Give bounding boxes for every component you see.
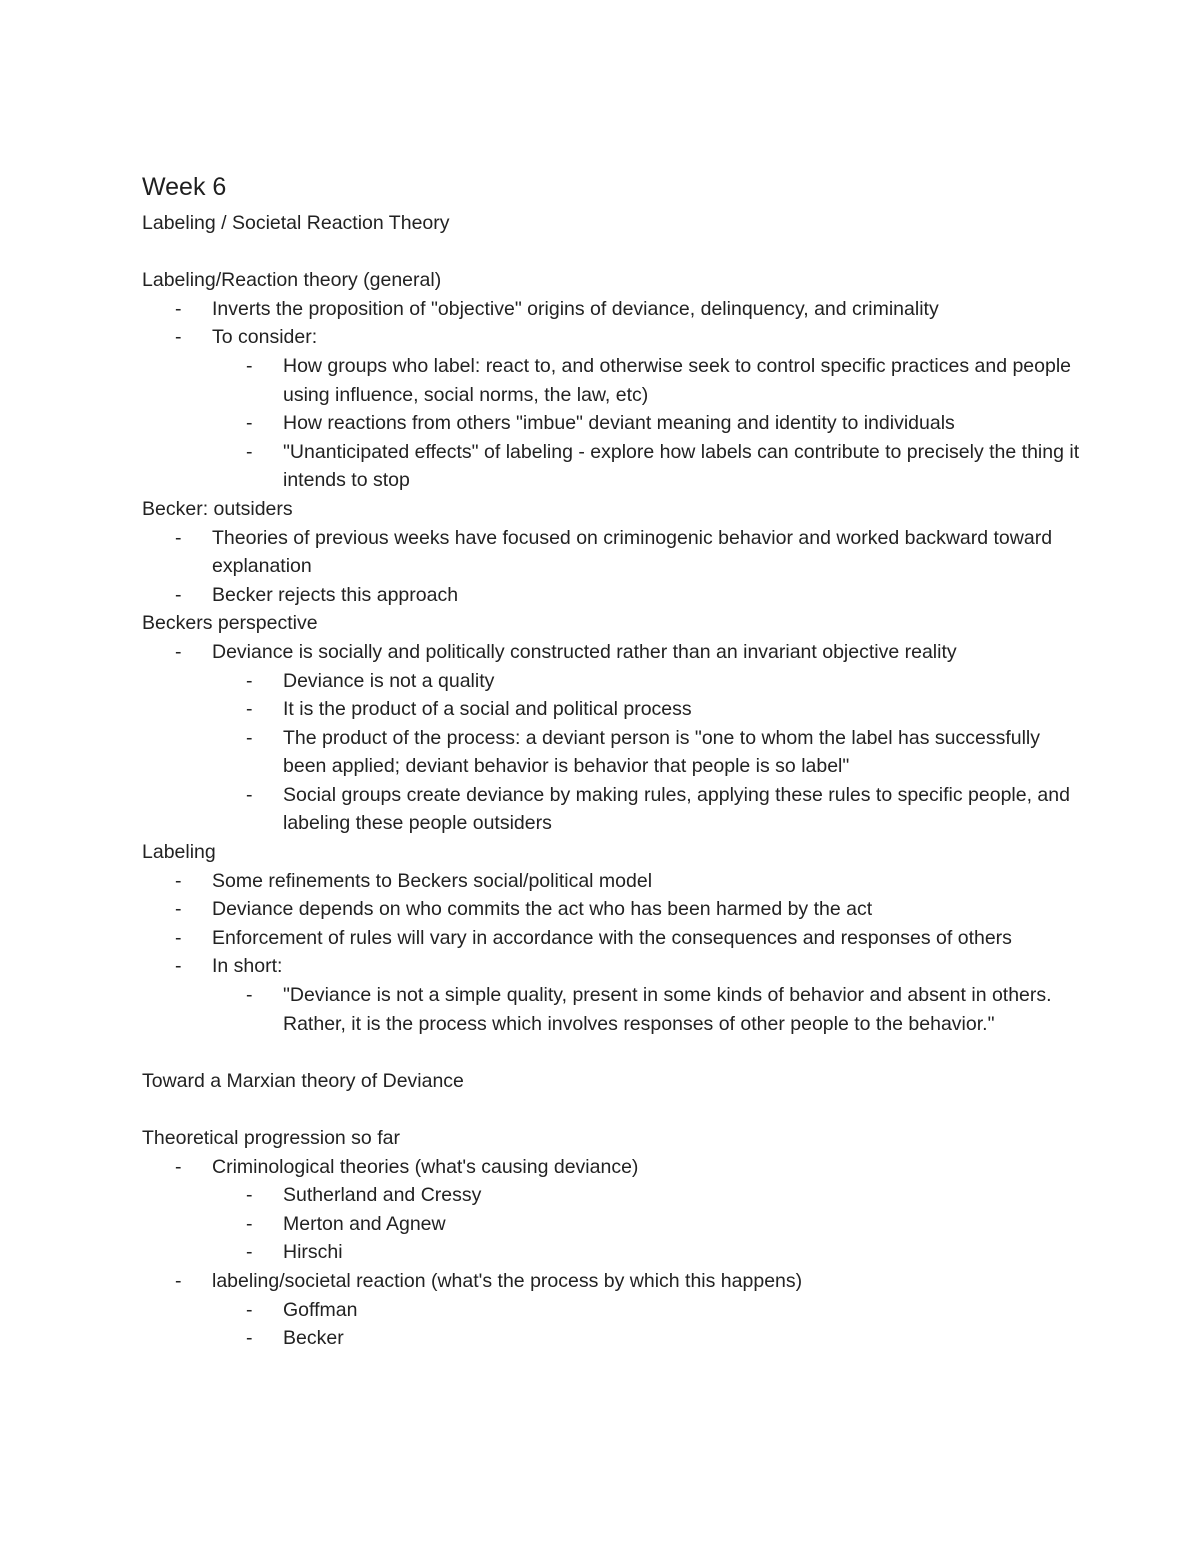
bullet-dash: - [175, 640, 182, 663]
section-heading-outsiders: Becker: outsiders [142, 497, 293, 520]
sub-list-item [142, 1181, 1082, 1210]
sub-list-item [142, 352, 1082, 409]
bullet-dash: - [246, 984, 253, 1007]
document-page [142, 168, 1082, 1353]
bullet-dash: - [246, 783, 253, 806]
bullet-dash: - [175, 583, 182, 606]
bullet-dash: - [246, 669, 253, 692]
bullet-dash: - [175, 1269, 182, 1292]
bullet-dash: - [246, 412, 253, 435]
bullet-dash: - [246, 1184, 253, 1207]
list-item-text: How groups who label: react to, and otherwise seek to control specific practices and people using influence, social norms, the law, etc) [283, 354, 1072, 406]
bullet-dash: - [246, 1241, 253, 1264]
list-item-text: Theories of previous weeks have focused on criminogenic behavior and worked backward toward explanation [212, 526, 1053, 578]
page-subtitle: Labeling / Societal Reaction Theory [142, 212, 450, 234]
list-item [142, 581, 1082, 610]
list-item-text: The product of the process: a deviant person is "one to whom the label has successfully been applied; deviant behavior is behavior that people is so label" [283, 726, 1041, 778]
sub-list-item [142, 1324, 1082, 1353]
bullet-dash: - [175, 898, 182, 921]
section-heading-marxian: Toward a Marxian theory of Deviance [142, 1069, 464, 1092]
list-item-text: Hirschi [283, 1241, 343, 1264]
spacer [142, 1038, 1082, 1067]
list-item-text: Merton and Agnew [283, 1212, 446, 1235]
bullet-dash: - [246, 726, 253, 749]
list-item-text: Inverts the proposition of "objective" origins of deviance, delinquency, and criminality [212, 297, 939, 320]
section-heading-labeling: Labeling [142, 841, 216, 864]
bullet-dash: - [246, 354, 253, 377]
sub-list-item [142, 667, 1082, 696]
list-item [142, 524, 1082, 581]
list-item-text: Becker [283, 1327, 344, 1350]
bullet-dash: - [175, 297, 182, 320]
sub-list-item [142, 1210, 1082, 1239]
list-item [142, 924, 1082, 953]
list-item-text: labeling/societal reaction (what's the process by which this happens) [212, 1269, 803, 1292]
bullet-dash: - [175, 326, 182, 349]
page-title: Week 6 [142, 173, 227, 201]
list-item-text: To consider: [212, 326, 318, 349]
bullet-dash: - [246, 440, 253, 463]
list-item-text: Social groups create deviance by making rules, applying these rules to specific people, and labeling these people outsiders [283, 783, 1070, 835]
sub-list-item [142, 409, 1082, 438]
list-item [142, 638, 1082, 667]
list-item-text: Enforcement of rules will vary in accordance with the consequences and responses of others [212, 926, 1012, 949]
bullet-dash: - [175, 1155, 182, 1178]
sub-list-item [142, 724, 1082, 781]
list-item [142, 323, 1082, 352]
sub-list-item [142, 1238, 1082, 1267]
bullet-dash: - [175, 526, 182, 549]
sub-list-item [142, 438, 1082, 495]
bullet-dash: - [175, 955, 182, 978]
list-item [142, 895, 1082, 924]
sub-list-item [142, 1296, 1082, 1325]
spacer [142, 1095, 1082, 1124]
list-item-text: Goffman [283, 1298, 358, 1321]
list-item-text: Criminological theories (what's causing deviance) [212, 1155, 639, 1178]
list-item-text: "Deviance is not a simple quality, present in some kinds of behavior and absent in others. Rather, it is the process which involves responses of other people to the behavior." [283, 984, 1052, 1035]
list-item [142, 295, 1082, 324]
bullet-dash: - [175, 869, 182, 892]
bullet-dash: - [175, 926, 182, 949]
bullet-dash: - [246, 1327, 253, 1350]
spacer [142, 238, 1082, 267]
sub-list-item [142, 695, 1082, 724]
list-item-text: Deviance is not a quality [283, 669, 495, 692]
list-item [142, 1267, 1082, 1296]
list-item [142, 952, 1082, 981]
list-item-text: Sutherland and Cressy [283, 1184, 482, 1207]
bullet-dash: - [246, 1212, 253, 1235]
bullet-dash: - [246, 1298, 253, 1321]
list-item [142, 1153, 1082, 1182]
section-heading-perspective: Beckers perspective [142, 612, 318, 635]
list-item-text: How reactions from others "imbue" deviant meaning and identity to individuals [283, 412, 955, 435]
list-item-text: Becker rejects this approach [212, 583, 459, 606]
section-heading-general: Labeling/Reaction theory (general) [142, 269, 442, 292]
sub-list-item [142, 781, 1082, 838]
list-item-text: Deviance depends on who commits the act who has been harmed by the act [212, 898, 873, 921]
bullet-dash: - [246, 698, 253, 721]
list-item-text: Some refinements to Beckers social/political model [212, 869, 653, 892]
list-item [142, 867, 1082, 896]
list-item-text: In short: [212, 955, 283, 978]
section-heading-progression: Theoretical progression so far [142, 1127, 400, 1149]
list-item-text: It is the product of a social and political process [283, 698, 692, 721]
list-item-text: Deviance is socially and politically constructed rather than an invariant objective reality [212, 640, 957, 663]
list-item-text: "Unanticipated effects" of labeling - explore how labels can contribute to precisely the thing it intends to stop [283, 440, 1080, 492]
sub-list-item [142, 981, 1082, 1038]
